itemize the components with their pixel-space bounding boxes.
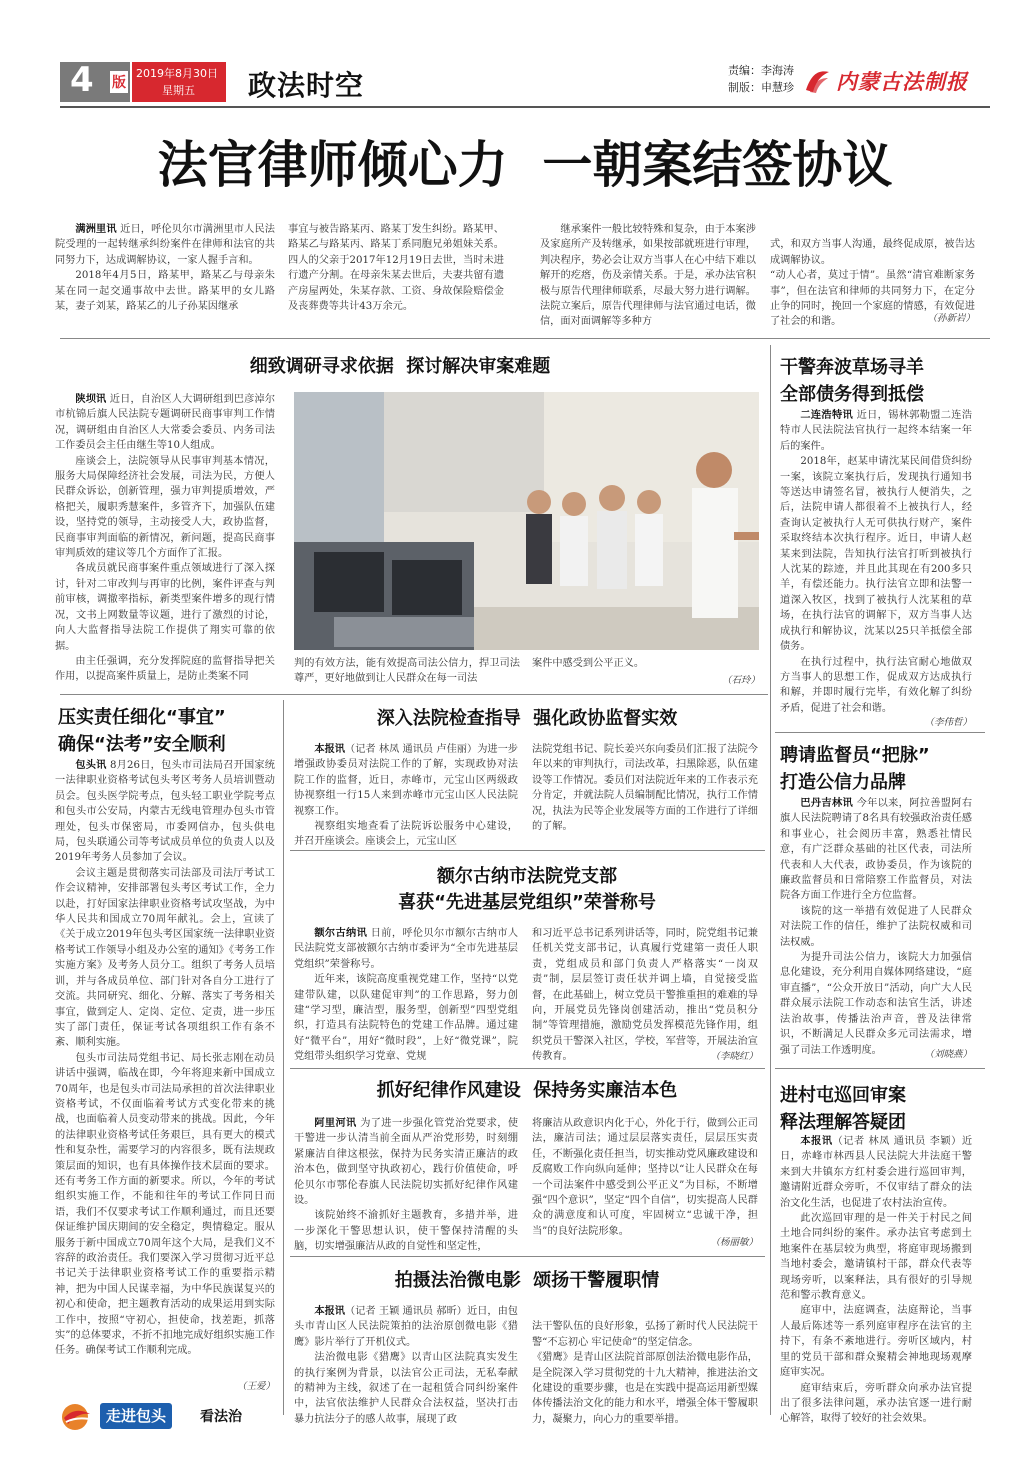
mid-a-col-1: 本报讯（记者 林凤 通讯员 卢佳丽）为进一步增强政协委员对法院工作的了解，实现政协对法院工作的监督，近日，赤峰市，元宝山区两级政协视察组一行15人来到赤峰市元宝山区人民法院视察工作。 视察组实地查看了法院诉讼服务中心建设，并召开座谈会。座谈会上，元宝山区 bbox=[294, 744, 518, 848]
paper-logo bbox=[802, 64, 992, 98]
section-title: 政法时空 bbox=[248, 69, 365, 102]
right1-body: 二连浩特讯 近日，锡林郭勒盟二连浩特市人民法院法官执行一起终本结案一年后的案件。 2018年，赵某申请沈某民间借贷纠纷一案，该院立案执行后，发现执行通知书等送达申请签名冒，被执行人便消失，之后，法院申请人都很着不上被执行人，经查询认定被执行人无可供执行财产，案件采取终结本次执行程序。近日，申请人赵某来到法院，告知执行法官打听到被执行人沈某的踪迹，并且此其现在有200多只羊，有偿还能力。执行法官立即和法警一道深入牧区，找到了被执行人沈某租的草场，在执行法官的调解下，双方当事人达成执行和解协议，沈某以25只羊抵偿全部债务。 在执行过程中，执行法官耐心地做双方当事人的思想工作，促成双方达成执行和解，并即时履行完毕，有效化解了纠纷矛盾，促进了社会和谐。 bbox=[780, 410, 973, 714]
left-column-rule bbox=[283, 700, 284, 1415]
right2-byline: （刘晓燕） bbox=[924, 1049, 972, 1060]
lead-story-col-2: 事宜与被告路某丙、路某丁发生纠纷。路某甲、路某乙与路某丙、路某丁系同胞兄弟姐妹关系。四人的父亲于2017年12月19日去世，当时未进行遗产分割。在母亲朱某去世后，夫妻共留有遗产房屋两处，朱某存款、工资、身故保险赔偿金及丧葬费等共计43万余元。 bbox=[288, 224, 504, 313]
left2-headline: 压实责任细化“事宜” 确保“法考”安全顺利 bbox=[58, 707, 226, 755]
right2-body: 巴丹吉林讯 今年以来，阿拉善盟阿右旗人民法院聘请了8名具有较强政治责任感和事业心，社会阅历丰富，熟悉社情民意，有广泛群众基础的社区代表，司法所代表和人大代表，政协委员，作为该院的廉政监督员和日常陪察工作监督员，对法院各方面工作进行全方位监督。 该院的这一举措有效促进了人民群众对法院工作的信任，维护了法院权威和司法权威。 为提升司法公信力，该院大力加强信息化建设，充分利用自媒体网络建设，“庭审直播”，“公众开放日”活动，向广大人民群众展示法院工作动态和法官生活，讲述法治故事，传播法治声音，普及法律常识，不断满足人民群众多元司法需求，增强了司法工作透明度。 bbox=[780, 798, 973, 1056]
right-column-rule bbox=[770, 345, 771, 1415]
right1-bottom-rule bbox=[775, 732, 985, 733]
issue-weekday: 星期五 bbox=[162, 84, 195, 97]
lead-story-col-4: 式，和双方当事人沟通，最终促成原，被告达成调解协议。 “动人心者，莫过于情”。虽然“清官难断家务事”，但在法官和律师的共同努力下，在定分止争的同时，挽回一个家庭的情感，有效促进了社会的和谐。 bbox=[770, 239, 975, 328]
masthead-rule bbox=[60, 106, 990, 108]
footer-tag: 看法治 bbox=[200, 1409, 242, 1425]
feature-photo-illustration bbox=[294, 392, 759, 650]
mid-c-col-2: 将廉洁从政意识内化于心，外化于行，做到公正司法，廉洁司法；通过层层落实责任，层层压实责任，不断强化责任担当，切实推动党风廉政建设和反腐败工作向纵向延伸；坚持以“让人民群众在每一个司法案件中感受到公平正义”为目标，不断增强“四个意识”，坚定“四个自信”，切实提高人民群众的满意度和认可度，牢固树立“忠诚干净，担当”的良好法院形象。 bbox=[532, 1118, 758, 1237]
paper-name: 内蒙古法制报 bbox=[836, 69, 968, 94]
footer-logo-icon bbox=[60, 1402, 96, 1432]
editor-name: 责编：李海涛 bbox=[728, 64, 794, 77]
lead-rule bbox=[60, 338, 990, 339]
feature-headline: 细致调研寻求依据 探讨解决审案难题 bbox=[249, 356, 551, 377]
mid-b-headline: 额尔古纳市法院党支部 喜获“先进基层党组织”荣誉称号 bbox=[398, 866, 656, 913]
editor-credits bbox=[728, 62, 794, 96]
feature-col-3: 案件中感受到公平正义。 bbox=[532, 658, 645, 669]
mid-a-bottom-rule bbox=[290, 850, 765, 851]
footer-logo-text: 走进包头 bbox=[100, 1403, 172, 1429]
right1-headline: 干警奔波草场寻羊 全部债务得到抵偿 bbox=[780, 357, 924, 405]
mid-c-bottom-rule bbox=[290, 1256, 765, 1257]
lead-para-2: 2018年4月5日，路某甲，路某乙与母亲朱某在同一起交通事故中去世。路某甲的女儿路某，妻子刘某，路某乙的儿子孙某因继承 bbox=[55, 270, 275, 313]
right3-body: 本报讯（记者 林凤 通讯员 李颖）近日，赤峰市林西县人民法院大井法庭干警来到大井镇东方红村委会进行巡回审判，邀请附近群众旁听，不仅审结了群众的法治文化生活，也促进了农村法治宣传。 此次巡回审理的是一件关于村民之间土地合同纠纷的案件。承办法官考虑到土地案件在基层较为典型，将庭审现场搬到当地村委会，邀请镇村干部，群众代表等现场旁听，以案释法，具有很好的引导规范和警示教育意义。 庭审中，法庭调查，法庭辩论，当事人最后陈述等一系列庭审程序在法官的主持下，有条不紊地进行。旁听区域内，村里的党员干部和群众聚精会神地现场观摩庭审实况。 庭审结束后，旁听群众向承办法官提出了很多法律问题，承办法官逐一进行耐心解答，取得了较好的社会效果。 bbox=[780, 1136, 973, 1425]
producer-name: 制版：申慧珍 bbox=[728, 81, 794, 94]
left2-body: 包头讯 8月26日，包头市司法局召开国家统一法律职业资格考试包头考区考务人员培训暨动员会。包头医学院考点，包头轻工职业学院考点和包头市公安局，内蒙古无线电管理办包头市管理处，包头市保密局，市委网信办，包头供电局，包头联通公司等考试成员单位的负责人以及2019年考务人员参加了会议。 会议主题是贯彻落实司法部及司法厅考试工作会议精神，安排部署包头考区考试工作，全力以赴，打好国家法律职业资格考试攻坚战，为中华人民共和国成立70周年献礼。会上，宣读了《关于成立2019年包头考区国家统一法律职业资格考试工作领导小组及办公室的通知》《考务工作实施方案》及考务人员分工。组织了考务人员培训，并与各成员单位、部门针对各自分工进行了交流。共同研究、细化、分解、落实了考务相关事宜，做到定人、定岗、定位、定责，进一步压实了部门责任，保证考试各项组织工作有条不紊、顺利实施。 包头市司法局党组书记、局长张志刚在动员讲话中强调，临战在即，今年将迎来新中国成立70周年，也是包头市司法局承担的首次法律职业资格考试，不仅面临着考试方式变化带来的挑战，也面临着人员变动带来的挑战。因此，今年的法律职业资格考试任务艰巨，具有更大的模式性和复杂性，需要学习的内容很多，既有法规政策层面的知识，也有具体操作技术层面的要求。还有考务工作方面的新要求。所以，今年的考试组织实施工作，不能和往年的考试工作同日而语，我们不仅要求考试工作顺利通过，而且还要保证维护国庆期间的安全稳定，舆情稳定。服从服务于新中国成立70周年这个大局，是我们义不容辞的政治责任。我们要深入学习贯彻习近平总书记关于法律职业资格考试工作的重要指示精神，把为中国人民谋幸福，为中华民族谋复兴的初心和使命，把主题教育活动的成果运用到实际工作中，按照“守初心，担使命，找差距，抓落实”的总体要求，不折不扣地完成好组织实施工作任务。确保考试工作顺利完成。 bbox=[55, 760, 275, 1357]
mid-d-col-2: 法干警队伍的良好形象，弘扬了新时代人民法院干警“不忘初心 牢记使命”的坚定信念。 《猎鹰》是青山区法院首部原创法治微电影作品，是全院深入学习贯彻党的十九大精神，推进法治文化建设的重要步骤，也是在实践中提高运用新型媒体传播法治文化的能力和水平，增强全体干警履职力，凝聚力，向心力的重要举措。 bbox=[532, 1321, 758, 1425]
masthead bbox=[60, 62, 990, 102]
feature-col-1: 陕坝讯 近日，自治区人大调研组到巴彦淖尔市杭锦后旗人民法院专题调研民商事审判工作情况，调研组由自治区人大常委会委员、内务司法工作委员会主任由继生等10人组成。 座谈会上，法院领导从民事审判基本情况，服务大局保障经济社会发展，司法为民，方便人民群众诉讼，创新管理，强力审判提质增效，严格把关，履职秀慧案件，多管齐下，加强队伍建设，坚持党的领导，主动接受人大，政协监督，民商事审判面临的新情况，新问题，提高民商事审判质效的建议等几个方面作了汇报。 各成员就民商事案件重点领域进行了深入探讨，针对二审改判与再审的比例，案件评查与判前审核，调撤率指标，新类型案件增多的现行情况，文书上网数量等议题，进行了激烈的讨论，向人大监督指导法院工作提供了翔实可靠的依据。 由主任强调，充分发挥院庭的监督指导把关作用，以提高案件质量上，是防止类案不同 bbox=[55, 394, 276, 683]
mid-b-col-2: 和习近平总书记系列讲话等，同时，院党组书记兼任机关党支部书记，认真履行党建第一责任人职责，党组成员和部门负责人严格落实“一岗双责”制，层层签订责任状并调上墙，自觉接受监督，在此基础上，树立党员干警推重担的难难的导向，开展党员先锋岗创建活动，推出“党员积分制”等管理措施，激励党员发挥模范先锋作用，组织党员干警深入社区，学校，军营等，开展法治宣传教育。 bbox=[532, 928, 758, 1063]
right2-bottom-rule bbox=[775, 1068, 985, 1069]
paper-logo-mark bbox=[802, 66, 832, 96]
lead-headline: 法官律师倾心力 一朝案结签协议 bbox=[157, 135, 893, 194]
issue-date: 2019年8月30日 bbox=[136, 67, 218, 80]
feature-photo bbox=[294, 392, 759, 650]
ban-label: 版 bbox=[108, 62, 130, 102]
mid-a-headline: 深入法院检查指导 强化政协监督实效 bbox=[376, 708, 678, 729]
feature-byline: （石玲） bbox=[721, 675, 760, 686]
right1-byline: （李伟哲） bbox=[924, 717, 972, 728]
lead-story-col-3: 继承案件一般比较特殊和复杂，由于本案涉及家庭所产及转继承，如果按部就班进行审理，判决程序，势必会让双方当事人在心中结下难以解开的疙瘩，伤及亲情关系。于是，承办法官积极与原告代理律师联系，尽最大努力进行调解。法院立案后，原告代理律师与法官通过电话，微信，面对面调解等多种方 bbox=[540, 224, 756, 328]
right2-headline: 聘请监督员“把脉” 打造公信力品牌 bbox=[780, 745, 930, 793]
mid-d-col-1: 本报讯（记者 王颖 通讯员 郝昕）近日，由包头市青山区人民法院策拍的法治原创微电影《猎鹰》影片举行了开机仪式。 法治微电影《猎鹰》以青山区法院真实发生的执行案例为背景，以法官公正司法，无私奉献的精神为主线，叙述了在一起租赁合同纠纷案件中，法官依法维护人民群众合法权益，坚决打击暴力抗法分子的感人故事，展现了政 bbox=[294, 1306, 518, 1425]
date-box bbox=[132, 62, 226, 102]
lead-byline: （孙新岩） bbox=[927, 313, 975, 324]
left2-byline: （王爱） bbox=[236, 1381, 275, 1392]
mid-a-col-2: 法院党组书记、院长姜兴东向委员们汇报了法院今年以来的审判执行，司法改革，扫黑除恶，队伍建设等工作情况。委员们对法院近年来的工作表示充分肯定，并就法院人员编制配比情况，执行工作情况，执法为民等企业发展等方面的工作进行了详细的了解。 bbox=[532, 744, 758, 833]
mid-b-bottom-rule bbox=[290, 1068, 765, 1069]
mid-b-byline: （李晓红） bbox=[710, 1051, 758, 1062]
feature-bottom-rule bbox=[60, 694, 768, 695]
mid-c-byline: （杨丽敏） bbox=[710, 1237, 758, 1248]
feature-col-2: 判的有效方法，能有效提高司法公信力，捍卫司法尊严，更好地做到让人民群众在每一司法 bbox=[294, 658, 520, 685]
page-number: 4 bbox=[70, 60, 94, 100]
mid-d-headline: 拍摄法治微电影 颂扬干警履职情 bbox=[394, 1270, 660, 1291]
mid-c-headline: 抓好纪律作风建设 保持务实廉洁本色 bbox=[376, 1080, 678, 1101]
lead-story-col-1 bbox=[55, 222, 275, 328]
lead-para-1: 满洲里讯 近日，呼伦贝尔市满洲里市人民法院受理的一起转继承纠纷案件在律师和法官的共同努力下，达成调解协议，一家人握手言和。 bbox=[55, 224, 275, 266]
mid-c-col-1: 阿里河讯 为了进一步强化管党治党要求，使干警进一步认清当前全面从严治党形势，时刻绷紧廉洁自律这根弦，保持为民务实清正廉洁的政治本色，做到坚守执政初心，践行价值使命，呼伦贝尔市鄂伦春旗人民法院切实抓好纪律作风建设。 该院始终不渝抓好主题教育，多措并举，进一步深化干警思想认识，使干警保持清醒的头脑，切实增强廉洁从政的自觉性和坚定性， bbox=[294, 1118, 519, 1253]
right3-headline: 进村屯巡回审案 释法理解答疑团 bbox=[780, 1085, 906, 1133]
mid-b-col-1: 额尔古纳讯 日前，呼伦贝尔市额尔古纳市人民法院党支部被额尔古纳市委评为“全市先进基层党组织”荣誉称号。 近年来，该院高度重视党建工作，坚持“以党建带队建，以队建促审判”的工作思路，努力创建“学习型，廉洁型，服务型，创新型”四型党组织，打造具有法院特色的党建工作品牌。通过建好“微平台”，用好“微时段”，上好“微党课”，院党组带头组织学习党章、党规 bbox=[294, 928, 519, 1063]
footer-logo bbox=[60, 1400, 260, 1434]
